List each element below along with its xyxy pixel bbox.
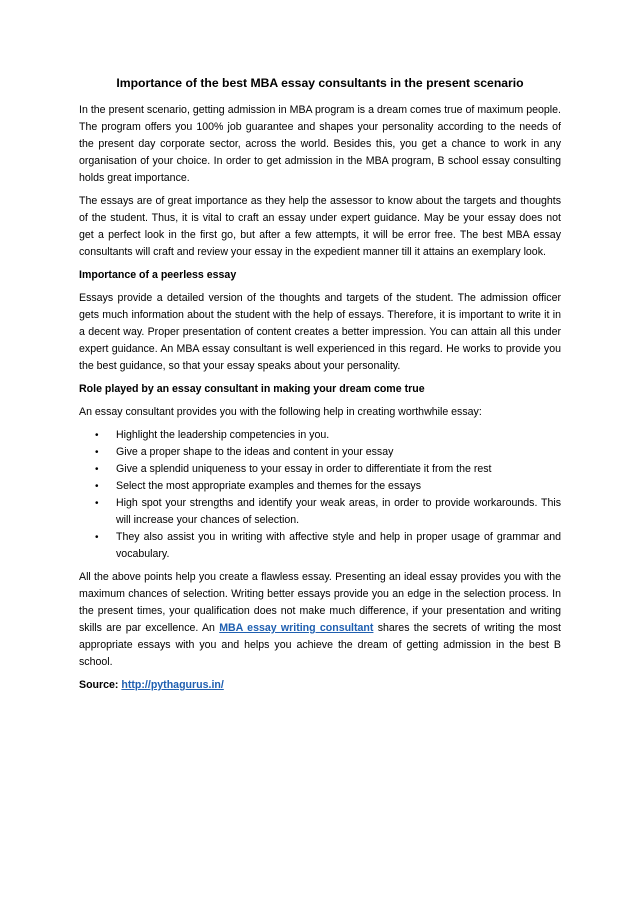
bullet-icon: • <box>95 498 99 509</box>
list-item: • Give a proper shape to the ideas and content in your essay <box>79 444 561 461</box>
heading-peerless-essay: Importance of a peerless essay <box>79 269 237 281</box>
source-link[interactable]: http://pythagurus.in/ <box>121 679 224 691</box>
document-page <box>79 75 561 700</box>
bullet-icon: • <box>95 532 99 543</box>
list-item: • Highlight the leadership competencies in you. <box>79 427 561 444</box>
heading-consultant-role: Role played by an essay consultant in making your dream come true <box>79 383 425 395</box>
source-label: Source: <box>79 679 119 691</box>
paragraph-intro: In the present scenario, getting admission in MBA program is a dream comes true of maximum people. The program offers you 100% job guarantee and shapes your personality according to the needs of the present day corporate sector, across the world. Besides this, you get a chance to work in any organisation of your choice. In order to get admission in the MBA program, B school essay consulting holds great importance. <box>79 104 561 184</box>
bullet-icon: • <box>95 464 99 475</box>
paragraph-peerless-essay: Essays provide a detailed version of the thoughts and targets of the student. The admission officer gets much information about the student with the help of essays. Therefore, it is important to write it in a decent way. Proper presentation of content creates a better impression. You can attain all this under expert guidance. An MBA essay consultant is well experienced in this regard. He works to provide you the best guidance, so that your essay speaks about your personality. <box>79 292 561 372</box>
bullet-icon: • <box>95 481 99 492</box>
bullet-icon: • <box>95 430 99 441</box>
paragraph-essay-importance: The essays are of great importance as they help the assessor to know about the targets and thoughts of the student. Thus, it is vital to craft an essay under expert guidance. May be your essay does not get a perfect look in the first go, but after a few attempts, it will be error free. The best MBA essay consultants will craft and review your essay in the expedient manner till it attains an exemplary look. <box>79 195 561 258</box>
mba-consultant-link[interactable]: MBA essay writing consultant <box>219 622 374 634</box>
list-item: • Select the most appropriate examples and themes for the essays <box>79 478 561 495</box>
bullet-icon: • <box>95 447 99 458</box>
help-bullet-list <box>79 427 561 563</box>
list-item: • Give a splendid uniqueness to your essay in order to differentiate it from the rest <box>79 461 561 478</box>
paragraph-conclusion: All the above points help you create a flawless essay. Presenting an ideal essay provides you with the maximum chances of selection. Writing better essays provide you an edge in the selection process. In the present times, your qualification does not make much difference, if your presentation and writing skills are par excellence. An MBA essay writing consultant shares the secrets of writing the most appropriate essays with you and helps you achieve the dream of getting admission in the best B school. <box>79 571 561 668</box>
list-item: • High spot your strengths and identify your weak areas, in order to provide workarounds. This will increase your chances of selection. <box>95 497 561 526</box>
document-title: Importance of the best MBA essay consultants in the present scenario <box>116 76 524 90</box>
paragraph-consultant-help: An essay consultant provides you with the following help in creating worthwhile essay: <box>79 406 482 418</box>
list-item: • They also assist you in writing with affective style and help in proper usage of grammar and vocabulary. <box>95 531 561 560</box>
source-line <box>79 677 561 694</box>
